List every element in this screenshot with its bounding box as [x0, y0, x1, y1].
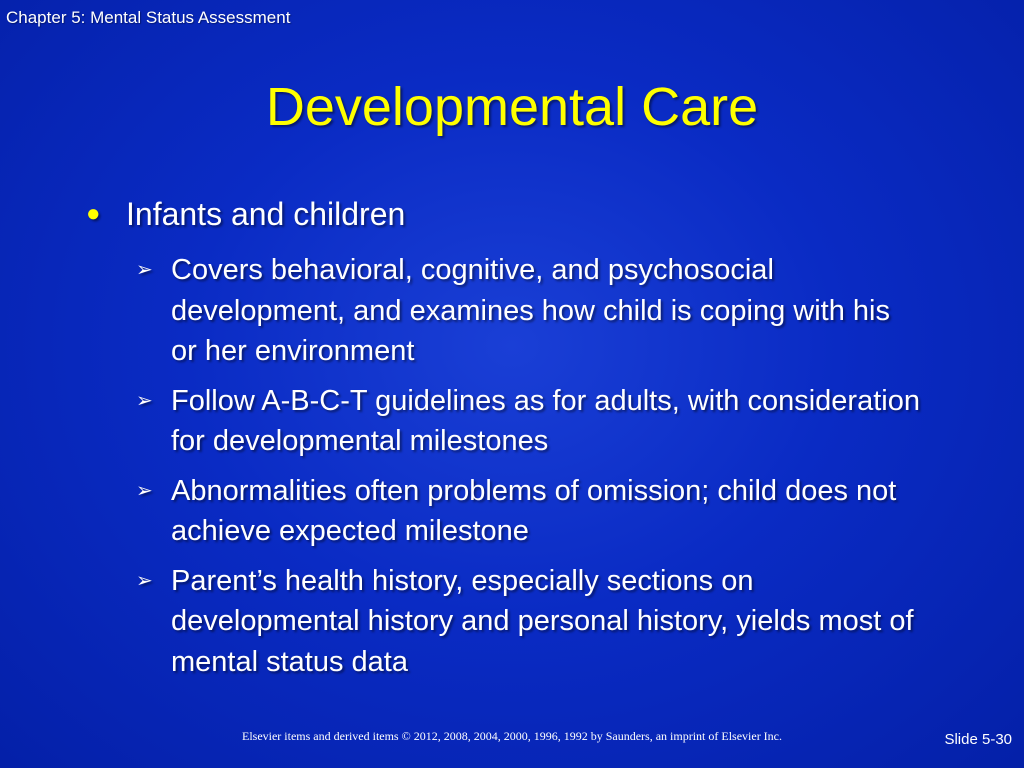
sub-bullet-item	[136, 250, 966, 372]
chapter-label: Chapter 5: Mental Status Assessment	[6, 8, 291, 27]
round-bullet-icon: ●	[86, 200, 101, 227]
sub-bullet-text: Follow A-B-C-T guidelines as for adults, with consideration for developmental milestones	[171, 384, 920, 457]
sub-bullet-list	[136, 250, 966, 682]
arrow-bullet-icon: ➢	[136, 569, 153, 592]
sub-bullet-text: Abnormalities often problems of omission; child does not achieve expected milestone	[171, 474, 897, 547]
main-bullet-text: Infants and children	[126, 196, 406, 232]
sub-bullet-text: Covers behavioral, cognitive, and psychosocial development, and examines how child is coping with his or her environment	[171, 254, 890, 367]
sub-bullet-item	[136, 471, 966, 552]
slide-title: Developmental Care	[265, 77, 759, 137]
slide-content	[86, 194, 966, 698]
sub-bullet-item	[136, 561, 966, 683]
arrow-bullet-icon: ➢	[136, 259, 153, 281]
arrow-bullet-icon: ➢	[136, 389, 153, 412]
slide-number: Slide 5-30	[944, 731, 1012, 748]
sub-bullet-text: Parent’s health history, especially sections on developmental history and personal history, yields most of mental status data	[171, 564, 914, 678]
sub-bullet-item	[136, 381, 966, 462]
arrow-bullet-icon: ➢	[136, 479, 153, 502]
main-bullet-item	[86, 194, 966, 234]
copyright-footer: Elsevier items and derived items © 2012, 2008, 2004, 2000, 1996, 1992 by Saunders, an imprint of Elsevier Inc.	[241, 729, 783, 743]
